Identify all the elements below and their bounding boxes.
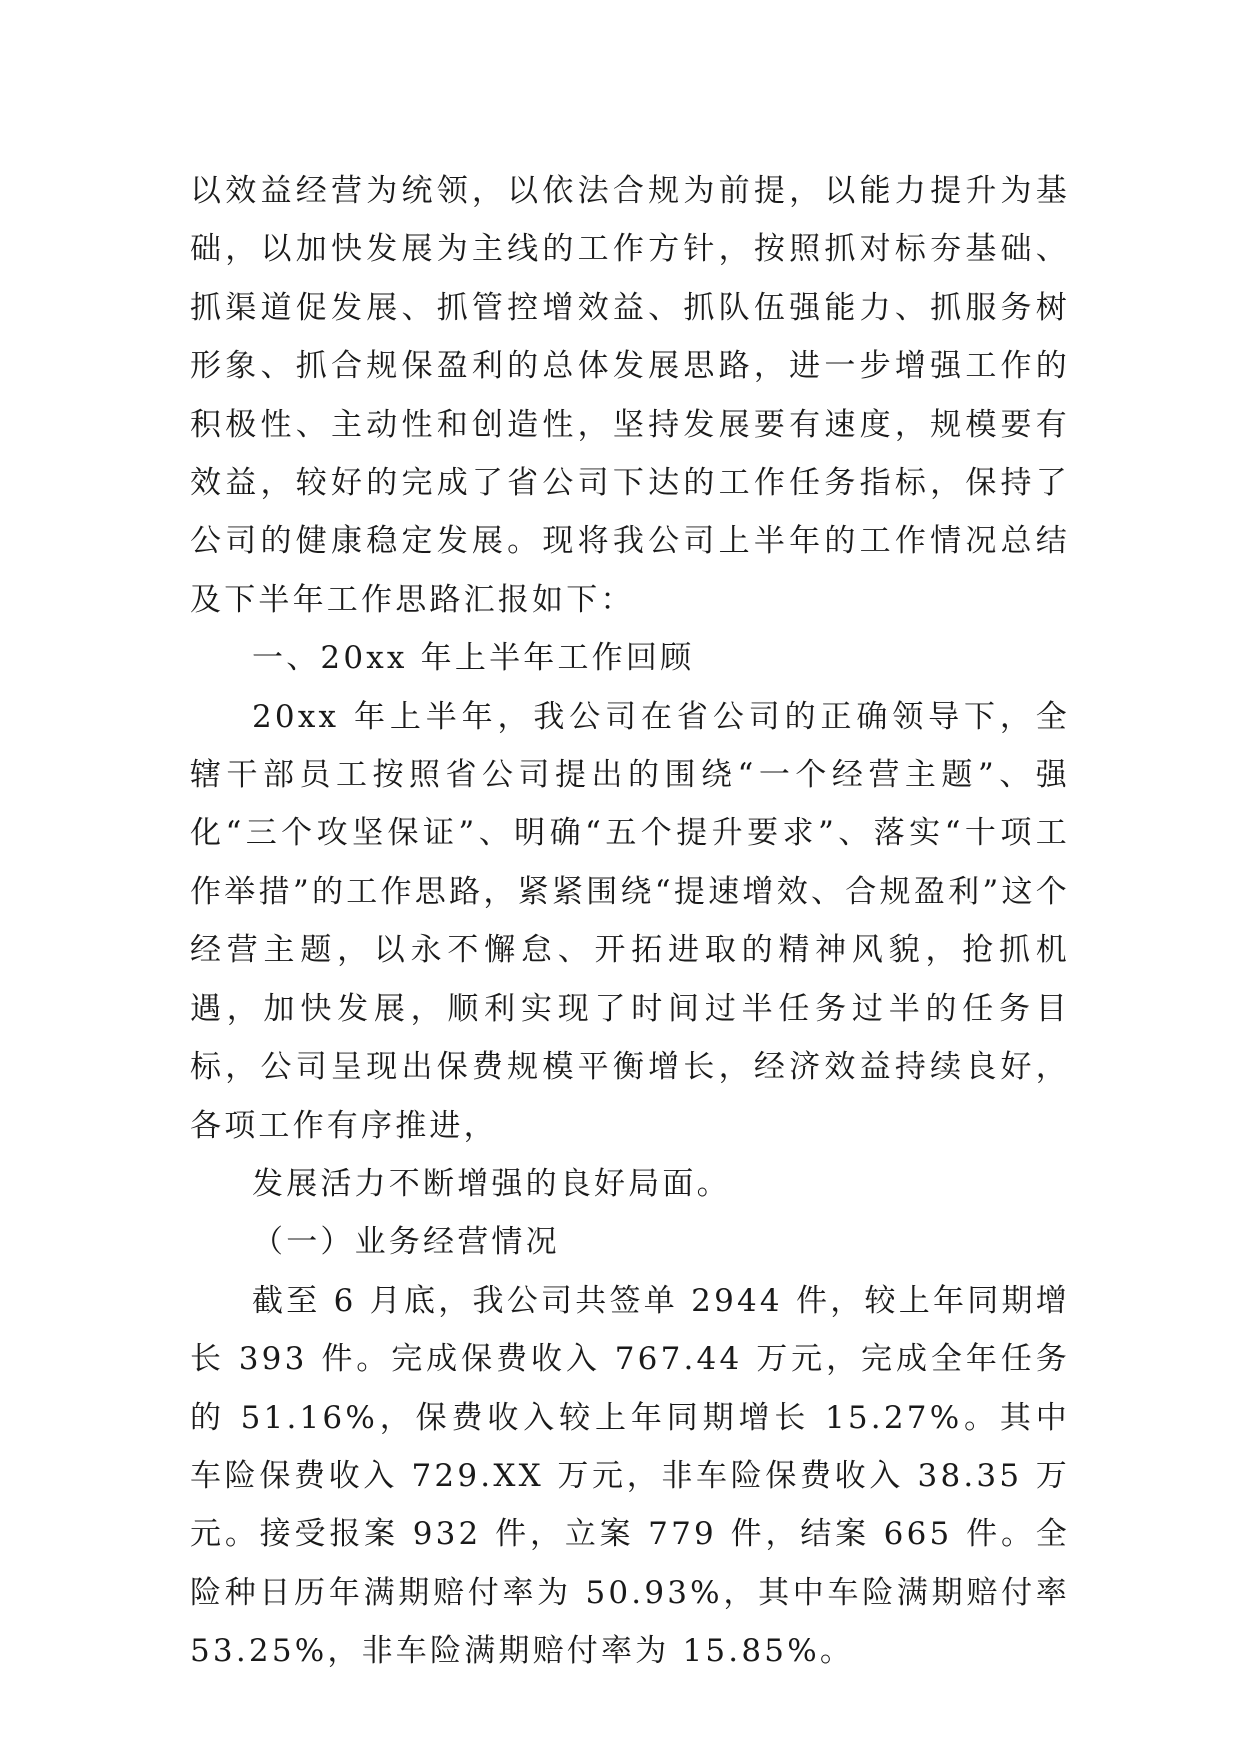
paragraph-review-end: 发展活力不断增强的良好局面。 xyxy=(252,1165,731,1202)
paragraph-intro: 以效益经营为统领，以依法合规为前提，以能力提升为基础，以加快发展为主线的工作方针，按照抓对标夯基础、抓渠道促发展、抓管控增效益、抓队伍强能力、抓服务树形象、抓合规保盈利的总体发展思路，进一步增强工作的积极性、主动性和创造性，坚持发展要有速度，规模要有效益，较好的完成了省公司下达的工作任务指标，保持了公司的健康稳定发展。现将我公司上半年的工作情况总结及下半年工作思路汇报如下： xyxy=(190,173,1070,618)
subsection-heading-business: （一）业务经营情况 xyxy=(252,1224,560,1261)
document-body xyxy=(190,162,1070,1681)
paragraph-business: 截至 6 月底，我公司共签单 2944 件，较上年同期增长 393 件。完成保费收入 767.44 万元，完成全年任务的 51.16%，保费收入较上年同期增长 15.27%。其中车险保费收入 729.XX 万元，非车险保费收入 38.35 万元。接受报案 932 件，立案 779 件，结案 665 件。全险种日历年满期赔付率为 50.93%，其中车险满期赔付率 53.25%，非车险满期赔付率为 15.85%。 xyxy=(190,1282,1070,1670)
paragraph-review: 20xx 年上半年，我公司在省公司的正确领导下，全辖干部员工按照省公司提出的围绕“一个经营主题”、强化“三个攻坚保证”、明确“五个提升要求”、落实“十项工作举措”的工作思路，紧紧围绕“提速增效、合规盈利”这个经营主题，以永不懈怠、开拓进取的精神风貌，抢抓机遇，加快发展，顺利实现了时间过半任务过半的任务目标，公司呈现出保费规模平衡增长，经济效益持续良好，各项工作有序推进， xyxy=(190,698,1070,1144)
section-heading-review: 一、20xx 年上半年工作回顾 xyxy=(252,640,695,677)
